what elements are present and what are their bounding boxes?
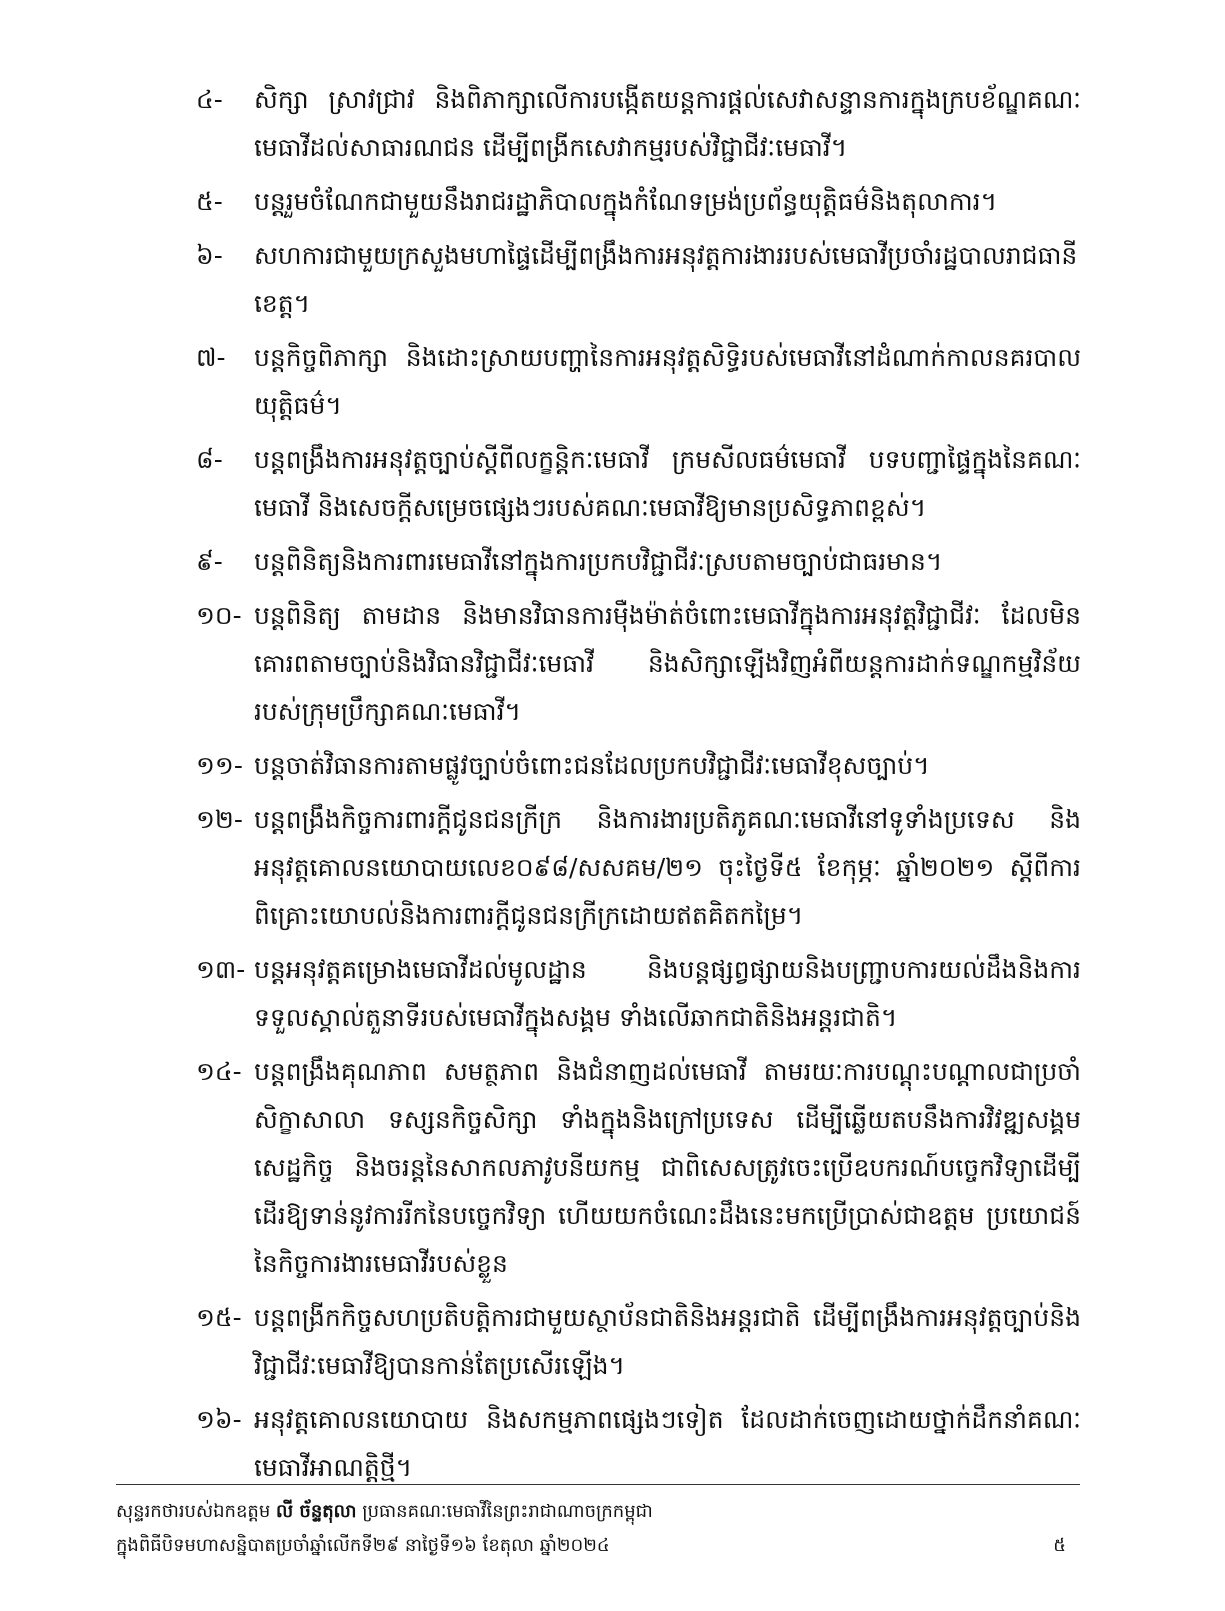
footer-speech-title [116, 1495, 653, 1529]
list-item-text: បន្តរួមចំណែកជាមួយនឹងរាជរដ្ឋាភិបាលក្នុងកំណែទម្រង់ប្រព័ន្ធយុត្តិធម៌និងតុលាការ។ [254, 187, 998, 216]
list-item-number: ៤- [196, 85, 223, 114]
list-item [196, 1048, 1081, 1288]
footer-divider [116, 1484, 1080, 1485]
speaker-name: លី ច័ន្ទតុលា [275, 1501, 357, 1522]
footer-prefix: សុន្ទរកថារបស់ឯកឧត្តម [116, 1501, 276, 1522]
list-item-text: អនុវត្តគោលនយោបាយ និងសកម្មភាពផ្សេងៗទៀត ដែលដាក់ចេញដោយថ្នាក់ដឹកនាំគណៈមេធាវីអាណត្តិថ្មី។ [254, 1405, 1081, 1482]
list-item-number: ៦- [196, 241, 223, 270]
list-item [196, 946, 1081, 1042]
list-item-number: ៨- [196, 445, 223, 474]
list-item-text: បន្តកិច្ចពិភាក្សា និងដោះស្រាយបញ្ហានៃការអនុវត្តសិទ្ធិរបស់មេធាវីនៅដំណាក់កាលនគរបាលយុត្តិធម៌។ [254, 343, 1081, 420]
list-item-number: ១០- [196, 601, 242, 630]
list-item-text: បន្តអនុវត្តគម្រោងមេធាវីដល់មូលដ្ឋាន និងបន្តផ្សព្វផ្សាយនិងបញ្ជ្រាបការយល់ដឹងនិងការទទួលស្គាល់តួនាទីរបស់មេធាវីក្នុងសង្គម ទាំងលើឆាកជាតិនិងអន្តរជាតិ។ [254, 955, 1081, 1032]
list-item [196, 178, 1081, 226]
list-item-text: សិក្សា ស្រាវជ្រាវ និងពិភាក្សាលើការបង្កើតយន្តការផ្ដល់សេវាសន្ទានការក្នុងក្របខ័ណ្ឌគណៈមេធាវីដល់សាធារណជន ដើម្បីពង្រីកសេវាកម្មរបស់វិជ្ជាជីវៈមេធាវី។ [254, 85, 1081, 162]
list-item-number: ១១- [196, 751, 243, 780]
footer-suffix: ប្រធានគណៈមេធាវីនៃព្រះរាជាណាចក្រកម្ពុជា [356, 1501, 653, 1522]
list-item [196, 1396, 1081, 1492]
list-item [196, 76, 1081, 172]
list-item-text: បន្តពង្រឹងកិច្ចការពារក្តីជូនជនក្រីក្រ និងការងារប្រតិភូគណៈមេធាវីនៅទូទាំងប្រទេស និងអនុវត្តគោលនយោបាយលេខ០៩៨/សសគម/២១ ចុះថ្ងៃទី៥ ខែកុម្ភៈ ឆ្នាំ២០២១ ស្តីពីការពិគ្រោះយោបល់និងការពារក្តីជូនជនក្រីក្រដោយឥតគិតកម្រៃ។ [254, 805, 1081, 930]
list-item [196, 232, 1081, 328]
list-item [196, 538, 1081, 586]
footer-line-2 [116, 1529, 1080, 1563]
list-item-number: ១៤- [196, 1057, 242, 1086]
page-footer [116, 1495, 1080, 1563]
list-item-number: ៩- [196, 547, 223, 576]
list-item-text: បន្តពិនិត្យនិងការពារមេធាវីនៅក្នុងការប្រកបវិជ្ជាជីវៈស្របតាមច្បាប់ជាធរមាន។ [254, 547, 943, 576]
list-item-number: ១៥- [196, 1303, 242, 1332]
list-item-number: ១៦- [196, 1405, 242, 1434]
list-item-text: បន្តពង្រីកកិច្ចសហប្រតិបត្តិការជាមួយស្ថាប័នជាតិនិងអន្តរជាតិ ដើម្បីពង្រឹងការអនុវត្តច្បាប់និងវិជ្ជាជីវៈមេធាវីឱ្យបានកាន់តែប្រសើរឡើង។ [254, 1303, 1081, 1380]
list-item-number: ៥- [196, 187, 223, 216]
list-item-text: បន្តពង្រឹងការអនុវត្តច្បាប់ស្តីពីលក្ខន្តិកៈមេធាវី ក្រមសីលធម៌មេធាវី បទបញ្ជាផ្ទៃក្នុងនៃគណៈមេធាវី និងសេចក្តីសម្រេចផ្សេងៗរបស់គណៈមេធាវីឱ្យមានប្រសិទ្ធភាពខ្ពស់។ [254, 445, 1081, 522]
list-item-text: បន្តចាត់វិធានការតាមផ្លូវច្បាប់ចំពោះជនដែលប្រកបវិជ្ជាជីវៈមេធាវីខុសច្បាប់។ [254, 751, 930, 780]
list-item-number: ១២- [196, 805, 243, 834]
list-item [196, 592, 1081, 736]
list-item [196, 334, 1081, 430]
list-item-text: បន្តពង្រឹងគុណភាព សមត្ថភាព និងជំនាញដល់មេធាវី តាមរយៈការបណ្តុះបណ្តាលជាប្រចាំសិក្ខាសាលា ទស្សនកិច្ចសិក្សា ទាំងក្នុងនិងក្រៅប្រទេស ដើម្បីឆ្លើយតបនឹងការវិវឌ្ឍសង្គមសេដ្ឋកិច្ច និងចរន្តនៃសាកលភាវូបនីយកម្ម ជាពិសេសត្រូវចេះប្រើឧបករណ៍បច្ចេកវិទ្យាដើម្បីដើរឱ្យទាន់នូវការរីកនៃបច្ចេកវិទ្យា ហើយយកចំណេះដឹងនេះមកប្រើប្រាស់ជាឧត្តម ប្រយោជន៍នៃកិច្ចការងារមេធាវីរបស់ខ្លួន [254, 1057, 1081, 1278]
list-item [196, 796, 1081, 940]
list-item-number: ៧- [196, 343, 226, 372]
list-item [196, 742, 1081, 790]
numbered-list [196, 76, 1081, 1498]
footer-event: ក្នុងពិធីបិទមហាសន្និបាតប្រចាំឆ្នាំលើកទី២៩ នាថ្ងៃទី១៦ ខែតុលា ឆ្នាំ២០២៤ [116, 1535, 610, 1556]
page-number: ៥ [1053, 1535, 1066, 1556]
list-item [196, 436, 1081, 532]
footer-line-1 [116, 1495, 1080, 1529]
list-item-text: សហការជាមួយក្រសួងមហាផ្ទៃដើម្បីពង្រឹងការអនុវត្តការងាររបស់មេធាវីប្រចាំរដ្ឋបាលរាជធានីខេត្ត។ [254, 241, 1078, 318]
list-item [196, 1294, 1081, 1390]
list-item-number: ១៣- [196, 955, 246, 984]
list-item-text: បន្តពិនិត្យ តាមដាន និងមានវិធានការម៉ឺងម៉ាត់ចំពោះមេធាវីក្នុងការអនុវត្តវិជ្ជាជីវៈ ដែលមិនគោរពតាមច្បាប់និងវិធានវិជ្ជាជីវៈមេធាវី និងសិក្សាឡើងវិញអំពីយន្តការដាក់ទណ្ឌកម្មវិន័យរបស់ក្រុមប្រឹក្សាគណៈមេធាវី។ [254, 601, 1081, 726]
